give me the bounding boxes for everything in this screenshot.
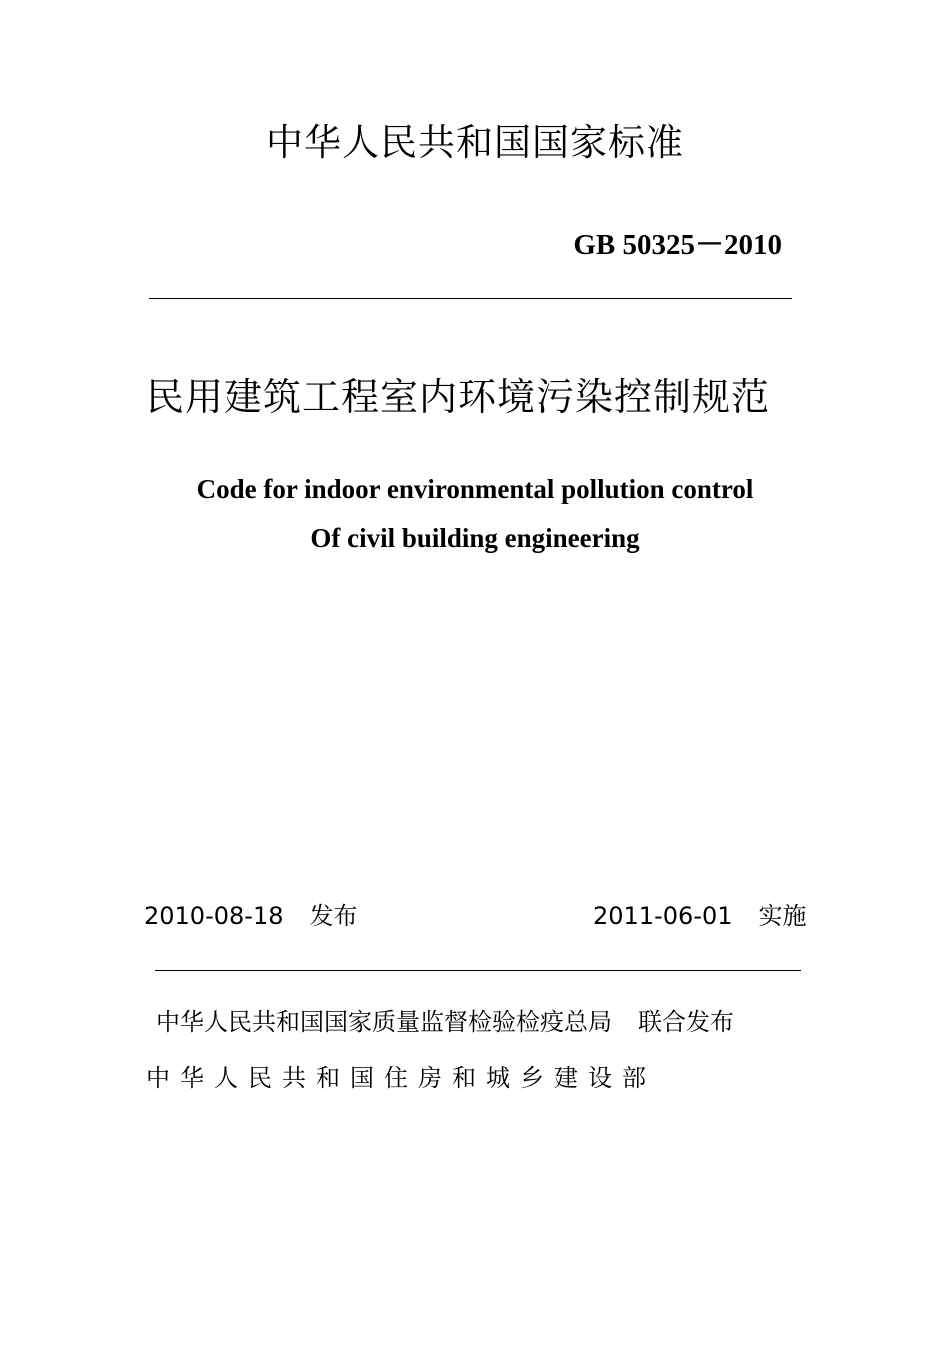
bottom-divider <box>155 970 801 971</box>
issue-date-line <box>144 896 357 931</box>
publisher-aqsiq: 中华人民共和国国家质量监督检验检疫总局 <box>156 1008 612 1036</box>
joint-publish-label: 联合发布 <box>638 1008 734 1036</box>
document-title-english-line1: Code for indoor environmental pollution control <box>196 474 754 504</box>
effective-date-line <box>593 896 806 931</box>
national-standard-heading: 中华人民共和国国家标准 <box>266 121 684 164</box>
top-divider <box>149 298 792 299</box>
issue-date: 2010-08-18 <box>144 902 284 930</box>
publisher-mohurd: 中华人民共和国住房和城乡建设部 <box>146 1064 656 1092</box>
document-title-english-line2: Of civil building engineering <box>310 523 640 553</box>
issue-label: 发布 <box>309 902 358 930</box>
effective-date: 2011-06-01 <box>593 902 733 930</box>
standard-number: GB 50325－2010 <box>573 229 782 261</box>
effective-label: 实施 <box>758 902 807 930</box>
document-title-chinese: 民用建筑工程室内环境污染控制规范 <box>146 375 771 419</box>
publisher-line-1 <box>156 1002 734 1037</box>
